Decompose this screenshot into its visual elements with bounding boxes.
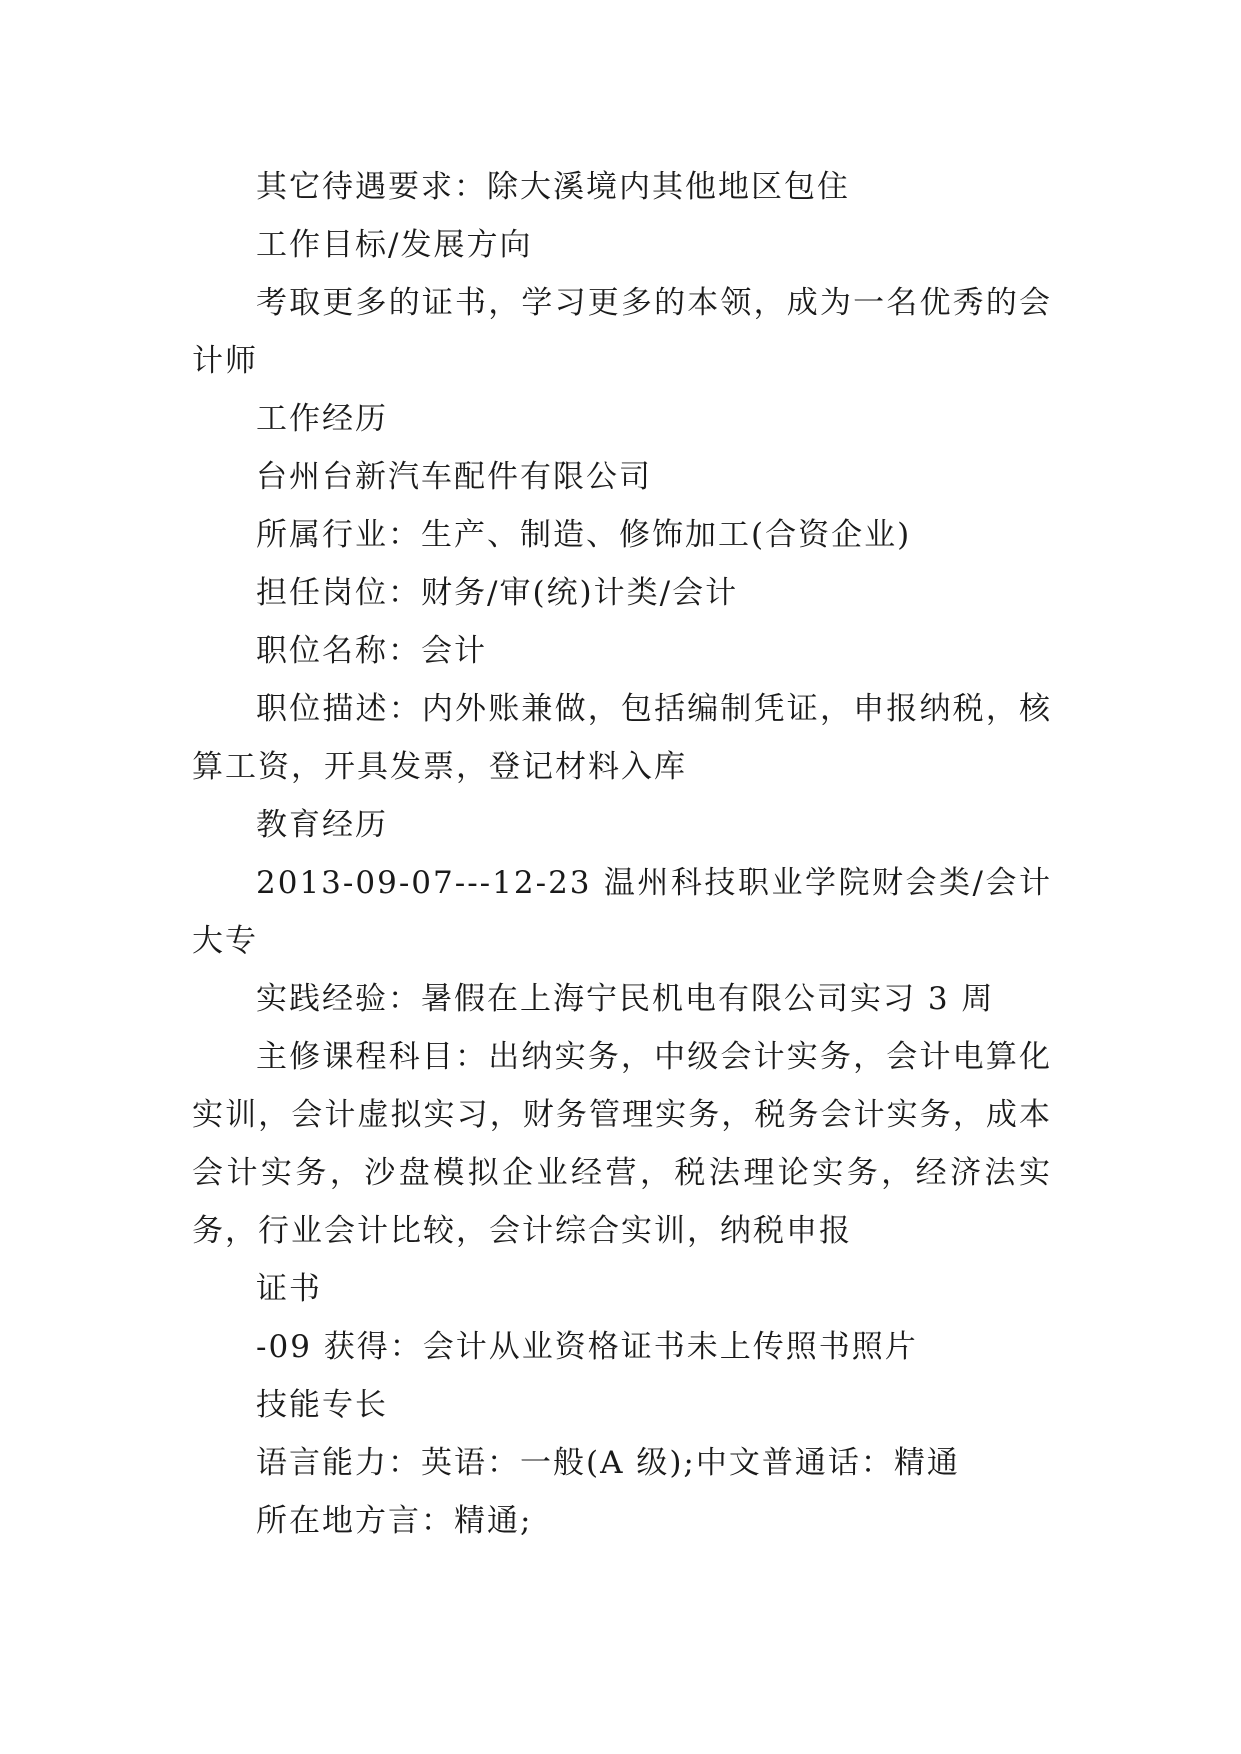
section-heading-education: 教育经历 bbox=[256, 807, 388, 843]
certificate-entry: -09 获得：会计从业资格证书未上传照书照片 bbox=[256, 1329, 918, 1365]
career-goal-text: 考取更多的证书，学习更多的本领，成为一名优秀的会计师 bbox=[192, 285, 1052, 379]
industry-line: 所属行业：生产、制造、修饰加工(合资企业) bbox=[256, 517, 912, 553]
practice-experience-line: 实践经验：暑假在上海宁民机电有限公司实习 3 周 bbox=[256, 981, 995, 1017]
position-category-line: 担任岗位：财务/审(统)计类/会计 bbox=[256, 575, 739, 611]
section-heading-skills: 技能专长 bbox=[256, 1387, 388, 1423]
section-heading-career-goal: 工作目标/发展方向 bbox=[256, 227, 533, 263]
job-title-line: 职位名称：会计 bbox=[256, 633, 487, 669]
section-heading-certificates: 证书 bbox=[256, 1271, 322, 1307]
language-ability-line: 语言能力：英语：一般(A 级);中文普通话：精通 bbox=[256, 1445, 960, 1481]
dialect-line: 所在地方言：精通; bbox=[256, 1503, 533, 1539]
main-courses-line: 主修课程科目：出纳实务，中级会计实务，会计电算化实训，会计虚拟实习，财务管理实务，税务会计实务，成本会计实务，沙盘模拟企业经营，税法理论实务，经济法实务，行业会计比较，会计综合实训，纳税申报 bbox=[192, 1039, 1052, 1249]
education-entry: 2013-09-07---12-23 温州科技职业学院财会类/会计大专 bbox=[192, 865, 1052, 959]
job-description-line: 职位描述：内外账兼做，包括编制凭证，申报纳税，核算工资，开具发票，登记材料入库 bbox=[192, 691, 1052, 785]
other-benefits-line: 其它待遇要求：除大溪境内其他地区包住 bbox=[256, 169, 850, 205]
company-name: 台州台新汽车配件有限公司 bbox=[256, 459, 652, 495]
document-body bbox=[192, 158, 1052, 1550]
section-heading-work-experience: 工作经历 bbox=[256, 401, 388, 437]
